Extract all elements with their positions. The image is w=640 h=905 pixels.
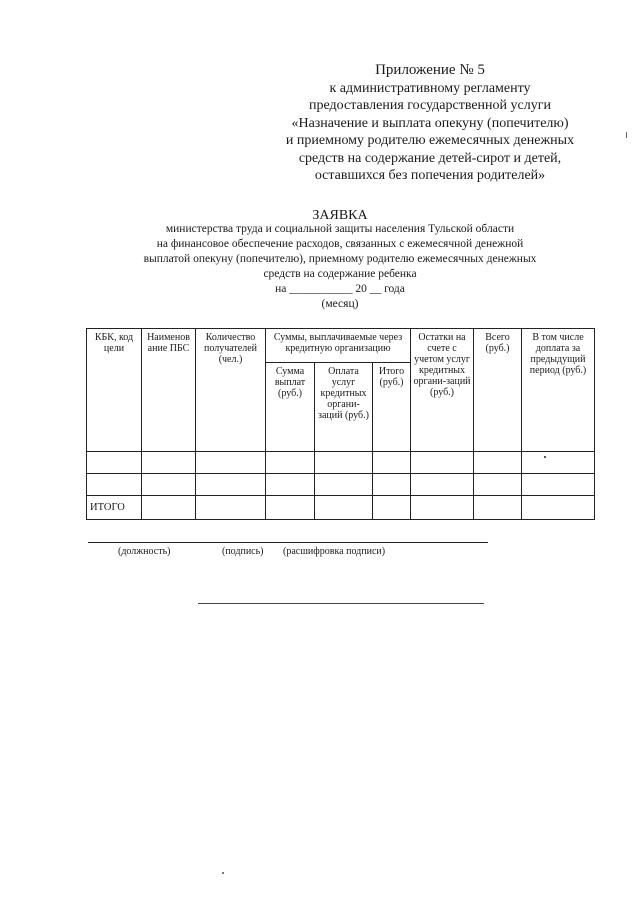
bottom-rule	[198, 603, 484, 604]
appendix-line: предоставления государственной услуги	[309, 98, 551, 113]
table-cell[interactable]	[373, 495, 411, 519]
header-pbs: Наименов ание ПБС	[142, 329, 196, 452]
table-cell[interactable]	[411, 495, 474, 519]
table-cell[interactable]	[142, 452, 196, 474]
table-cell[interactable]	[266, 452, 315, 474]
request-month-caption: (месяц)	[321, 298, 359, 310]
appendix-line: средств на содержание детей-сирот и детей,	[298, 150, 562, 166]
table-row	[87, 452, 595, 474]
table-cell[interactable]	[87, 474, 142, 496]
request-table	[86, 328, 595, 520]
appendix-title: Приложение № 5	[375, 62, 485, 78]
table-cell[interactable]	[196, 474, 266, 496]
table-cell[interactable]	[142, 474, 196, 496]
header-prev-period: В том числе доплата за предыдущий период (руб.)	[522, 329, 595, 452]
table-cell[interactable]	[196, 452, 266, 474]
request-line: выплатой опекуну (попечителю), приемному родителю ежемесячных денежных	[143, 253, 537, 265]
table-cell[interactable]	[474, 452, 522, 474]
scan-speck	[544, 456, 546, 458]
appendix-block	[260, 62, 600, 185]
table-cell[interactable]	[266, 495, 315, 519]
table-cell[interactable]	[411, 474, 474, 496]
total-row-label: ИТОГО	[87, 495, 142, 519]
table-cell[interactable]	[474, 474, 522, 496]
table-cell[interactable]	[373, 474, 411, 496]
request-line: средств на содержание ребенка	[263, 268, 417, 280]
request-line: министерства труда и социальной защиты населения Тульской области	[165, 223, 515, 235]
table-cell[interactable]	[474, 495, 522, 519]
table-cell[interactable]	[522, 452, 595, 474]
table-cell[interactable]	[266, 474, 315, 496]
table-row	[87, 474, 595, 496]
table-cell[interactable]	[373, 452, 411, 474]
header-total: Всего (руб.)	[474, 329, 522, 452]
header-subtotal: Итого (руб.)	[373, 363, 411, 452]
request-line: на финансовое обеспечение расходов, связанных с ежемесячной денежной	[156, 238, 524, 250]
appendix-line: оставшихся без попечения родителей»	[314, 168, 546, 183]
header-sums-group: Суммы, выплачиваемые через кредитную организацию	[266, 329, 411, 363]
header-sum-payments: Сумма выплат (руб.)	[266, 363, 315, 452]
request-period-line: на ___________ 20 __ года	[275, 283, 405, 295]
scan-speck	[222, 872, 224, 874]
table-cell[interactable]	[522, 474, 595, 496]
table-cell[interactable]	[87, 452, 142, 474]
table-cell[interactable]	[411, 452, 474, 474]
table-cell[interactable]	[315, 452, 373, 474]
request-description	[110, 222, 570, 312]
position-caption: (должность)	[118, 546, 171, 557]
header-service-fee: Оплата услуг кредитных органи-заций (руб.)	[315, 363, 373, 452]
table-cell[interactable]	[196, 495, 266, 519]
appendix-line: и приемному родителю ежемесячных денежных	[285, 133, 575, 148]
appendix-line: «Назначение и выплата опекуну (попечителю)	[291, 115, 569, 131]
appendix-line: к административному регламенту	[329, 80, 531, 96]
decoding-caption: (расшифровка подписи)	[283, 546, 386, 557]
table-cell[interactable]	[522, 495, 595, 519]
header-kbk: КБК, код цели	[87, 329, 142, 452]
table-cell[interactable]	[315, 474, 373, 496]
table-cell[interactable]	[315, 495, 373, 519]
header-recipients: Количество получателей (чел.)	[196, 329, 266, 452]
signature-line	[88, 542, 488, 543]
margin-mark	[626, 132, 627, 138]
table-cell[interactable]	[142, 495, 196, 519]
total-row	[87, 495, 595, 519]
header-balance: Остатки на счете с учетом услуг кредитных органи-заций (руб.)	[411, 329, 474, 452]
sign-caption: (подпись)	[222, 546, 264, 557]
request-title: ЗАЯВКА	[312, 208, 368, 223]
